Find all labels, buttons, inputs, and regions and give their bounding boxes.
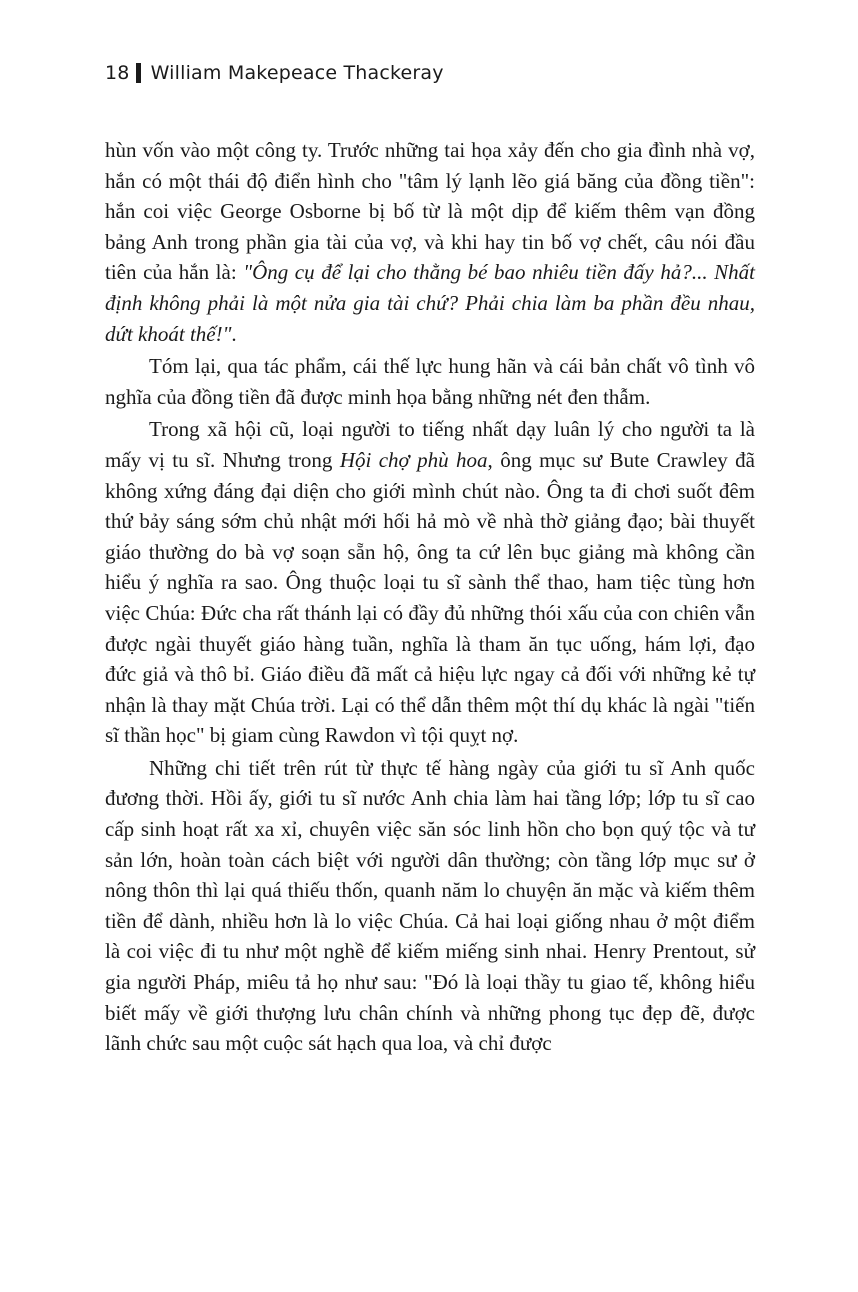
running-title: William Makepeace Thackeray: [150, 62, 444, 84]
paragraph-4: [105, 753, 755, 1059]
page-number: 18: [105, 62, 130, 84]
text-segment: Trong xã hội cũ, loại người to tiếng nhất dạy luân lý cho người ta là mấy vị tu sĩ. Nhưng trong: [105, 417, 755, 472]
body-text: [105, 135, 755, 1059]
paragraph-2: [105, 351, 755, 412]
text-segment: hùn vốn vào một công ty. Trước những tai họa xảy đến cho gia đình nhà vợ, hắn có một thái độ điển hình cho "tâm lý lạnh lẽo giá băng của đồng tiền": hắn coi việc George Osborne bị bố từ là một dịp để kiếm thêm vạn đồng bảng Anh trong phần gia tài của vợ, và khi hay tin bố vợ chết, câu nói đầu tiên của hắn là:: [105, 138, 755, 285]
quoted-speech: "Ông cụ để lại cho thằng bé bao nhiêu tiền đấy hả?... Nhất định không phải là một nửa gia tài chứ? Phải chia làm ba phần đều nhau, dứt khoát thế!": [105, 260, 755, 346]
text-segment: , ông mục sư Bute Crawley đã không xứng đáng đại diện cho giới mình chút nào. Ông ta đi chơi suốt đêm thứ bảy sáng sớm chủ nhật mới hối hả mò về nhà thờ giảng đạo; bài thuyết giáo thường do bà vợ soạn sẵn hộ, ông ta cứ lên bục giảng mà không cần hiểu ý nghĩa ra sao. Ông thuộc loại tu sĩ sành thể thao, ham tiệc tùng hơn việc Chúa: Đức cha rất thánh lại có đầy đủ những thói xấu của con chiên vẫn được ngài thuyết giáo hàng tuần, nghĩa là tham ăn tục uống, hám lợi, đạo đức giả và thô bỉ. Giáo điều đã mất cả hiệu lực ngay cả đối với những kẻ tự nhận là thay mặt Chúa trời. Lại có thể dẫn thêm một thí dụ khác là ngài "tiến sĩ thần học" bị giam cùng Rawdon vì tội quỵt nợ.: [105, 447, 755, 748]
paragraph-1: [105, 135, 755, 349]
running-header: [105, 62, 444, 84]
paragraph-3: [105, 414, 755, 751]
text-segment: .: [231, 321, 237, 346]
text-segment: Những chi tiết trên rút từ thực tế hàng ngày của giới tu sĩ Anh quốc đương thời. Hồi ấy, giới tu sĩ nước Anh chia làm hai tầng lớp; lớp tu sĩ cao cấp sinh hoạt rất xa xỉ, chuyên việc săn sóc linh hồn cho bọn quý tộc và tư sản lớn, hoàn toàn cách biệt với người dân thường; còn tầng lớp mục sư ở nông thôn thì lại quá thiếu thốn, quanh năm lo chuyện ăn mặc và kiếm thêm tiền để dành, nhiều hơn là lo việc Chúa. Cả hai loại giống nhau ở một điểm là coi việc đi tu như một nghề để kiếm miếng sinh nhai. Henry Prentout, sử gia người Pháp, miêu tả họ như sau: "Đó là loại thầy tu giao tế, không hiểu biết mấy về giới thượng lưu chân chính và những phong tục đẹp đẽ, được lãnh chức sau một cuộc sát hạch qua loa, và chỉ được: [105, 755, 755, 1056]
header-divider-bar: [136, 63, 141, 83]
book-title: Hội chợ phù hoa: [339, 447, 488, 472]
text-segment: Tóm lại, qua tác phẩm, cái thế lực hung hãn và cái bản chất vô tình vô nghĩa của đồng tiền đã được minh họa bằng những nét đen thẫm.: [105, 354, 755, 409]
